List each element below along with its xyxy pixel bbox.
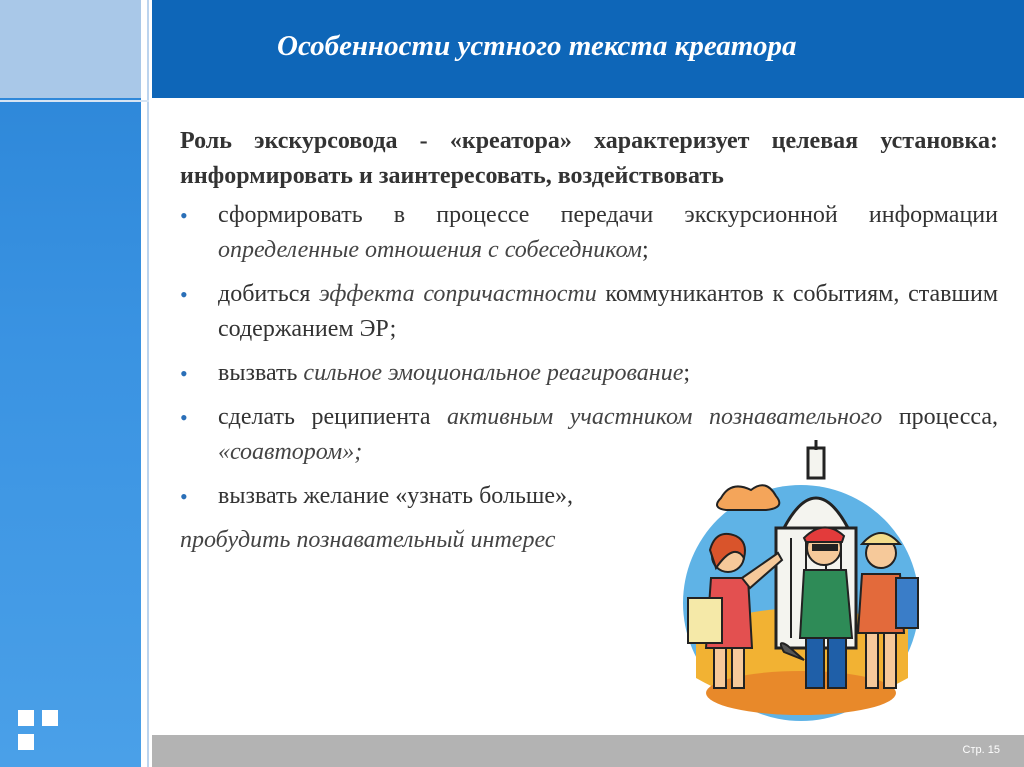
left-decor-panel	[0, 0, 141, 767]
title-bar-underline	[152, 98, 1024, 102]
footer-bar	[152, 735, 1024, 767]
bullet-icon: •	[180, 405, 188, 430]
bullet-emphasis: эффекта сопричастности	[319, 281, 597, 307]
vertical-divider	[147, 0, 149, 767]
bullet-text: коммуникантов к событиям, ставшим содержанием ЭР;	[218, 281, 999, 342]
decor-square-icon	[42, 710, 58, 726]
lead-paragraph: Роль экскурсовода - «креатора» характеризует целевая установка: информировать и заинтересовать, воздействовать	[180, 128, 998, 189]
bullet-text: сформировать в процессе передачи экскурсионной информации	[218, 202, 998, 228]
bullet-text: процесса,	[882, 404, 999, 430]
bullet-icon: •	[180, 484, 188, 509]
list-item	[180, 198, 998, 268]
list-item	[180, 479, 668, 514]
bullet-text: добиться	[218, 281, 320, 307]
bullet-icon: •	[180, 361, 188, 386]
left-decor-top-block	[0, 0, 141, 98]
slide-title: Особенности устного текста креатора	[277, 30, 797, 62]
bullet-text: ;	[642, 237, 649, 263]
bullet-text: сделать реципиента	[218, 404, 448, 430]
bullet-text: ;	[683, 360, 691, 386]
decor-square-icon	[18, 710, 34, 726]
bullet-emphasis: определенные отношения с собеседником	[218, 237, 642, 263]
tourists-sightseeing-icon	[676, 438, 926, 728]
bullet-icon: •	[180, 282, 188, 307]
list-item	[180, 356, 998, 391]
bullet-emphasis: «соавтором»;	[218, 439, 363, 465]
horizontal-divider	[0, 100, 149, 102]
page-number: Стр. 15	[962, 744, 1000, 756]
bullet-emphasis: сильное эмоциональное реагирование	[303, 360, 684, 386]
decor-square-icon	[18, 734, 34, 750]
bullet-emphasis: активным участником познавательного	[447, 404, 883, 430]
list-item	[180, 277, 998, 347]
bullet-text: вызвать	[218, 360, 304, 386]
bullet-icon: •	[180, 203, 188, 228]
closing-line: пробудить познавательный интерес	[180, 527, 556, 553]
bullet-text: вызвать желание «узнать больше»,	[218, 483, 574, 509]
